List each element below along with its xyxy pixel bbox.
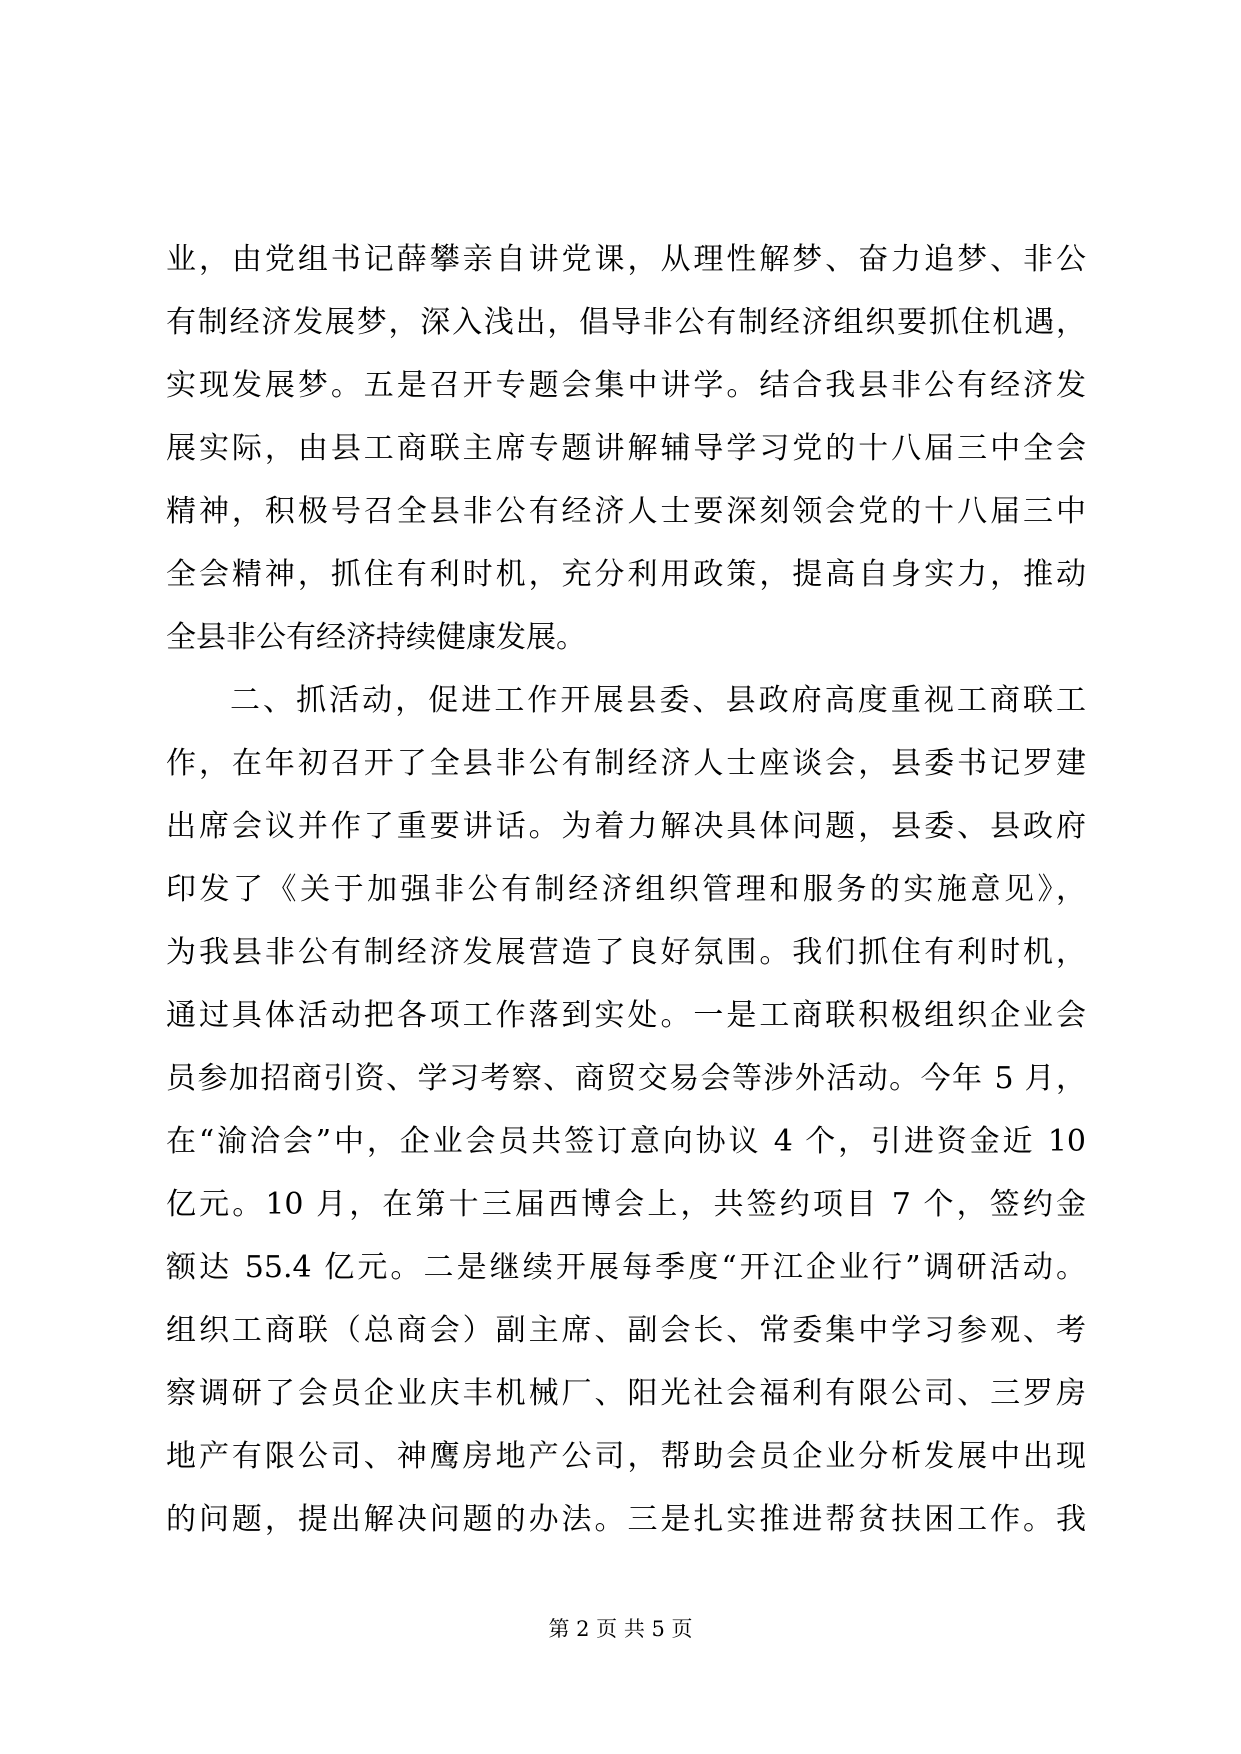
text-line-20: 地产有限公司、神鹰房地产公司，帮助会员企业分析发展中出现 bbox=[166, 1439, 1086, 1474]
text-line-5: 精神，积极号召全县非公有经济人士要深刻领会党的十八届三中 bbox=[166, 494, 1086, 529]
text-line-3: 实现发展梦。五是召开专题会集中讲学。结合我县非公有经济发 bbox=[166, 368, 1086, 403]
text-line-17: 额达 55.4 亿元。二是继续开展每季度“开江企业行”调研活动。 bbox=[166, 1250, 1086, 1285]
text-line-12: 为我县非公有制经济发展营造了良好氛围。我们抓住有利时机， bbox=[166, 935, 1086, 970]
text-line-4: 展实际，由县工商联主席专题讲解辅导学习党的十八届三中全会 bbox=[166, 431, 1086, 466]
text-line-1: 业，由党组书记薛攀亲自讲党课，从理性解梦、奋力追梦、非公 bbox=[166, 242, 1086, 277]
text-line-14: 员参加招商引资、学习考察、商贸交易会等涉外活动。今年 5 月， bbox=[166, 1061, 1086, 1096]
text-line-11: 印发了《关于加强非公有制经济组织管理和服务的实施意见》， bbox=[166, 872, 1086, 907]
text-line-16: 亿元。10 月，在第十三届西博会上，共签约项目 7 个，签约金 bbox=[166, 1187, 1086, 1222]
text-line-2: 有制经济发展梦，深入浅出，倡导非公有制经济组织要抓住机遇， bbox=[166, 305, 1086, 340]
text-line-15: 在“渝洽会”中，企业会员共签订意向协议 4 个，引进资金近 10 bbox=[166, 1124, 1086, 1159]
page-number-footer: 第 2 页 共 5 页 bbox=[548, 1617, 693, 1641]
section-heading-line: 二、抓活动，促进工作开展县委、县政府高度重视工商联工 bbox=[230, 683, 1086, 718]
text-line-9: 作，在年初召开了全县非公有制经济人士座谈会，县委书记罗建 bbox=[166, 746, 1086, 781]
text-line-18: 组织工商联（总商会）副主席、副会长、常委集中学习参观、考 bbox=[166, 1313, 1086, 1348]
text-line-13: 通过具体活动把各项工作落到实处。一是工商联积极组织企业会 bbox=[166, 998, 1086, 1033]
text-line-19: 察调研了会员企业庆丰机械厂、阳光社会福利有限公司、三罗房 bbox=[166, 1376, 1086, 1411]
body-text bbox=[166, 228, 1086, 1551]
text-line-10: 出席会议并作了重要讲话。为着力解决具体问题，县委、县政府 bbox=[166, 809, 1086, 844]
text-line-21: 的问题，提出解决问题的办法。三是扎实推进帮贫扶困工作。我 bbox=[166, 1502, 1086, 1537]
text-line-7: 全县非公有经济持续健康发展。 bbox=[166, 620, 586, 655]
text-line-6: 全会精神，抓住有利时机，充分利用政策，提高自身实力，推动 bbox=[166, 557, 1086, 592]
